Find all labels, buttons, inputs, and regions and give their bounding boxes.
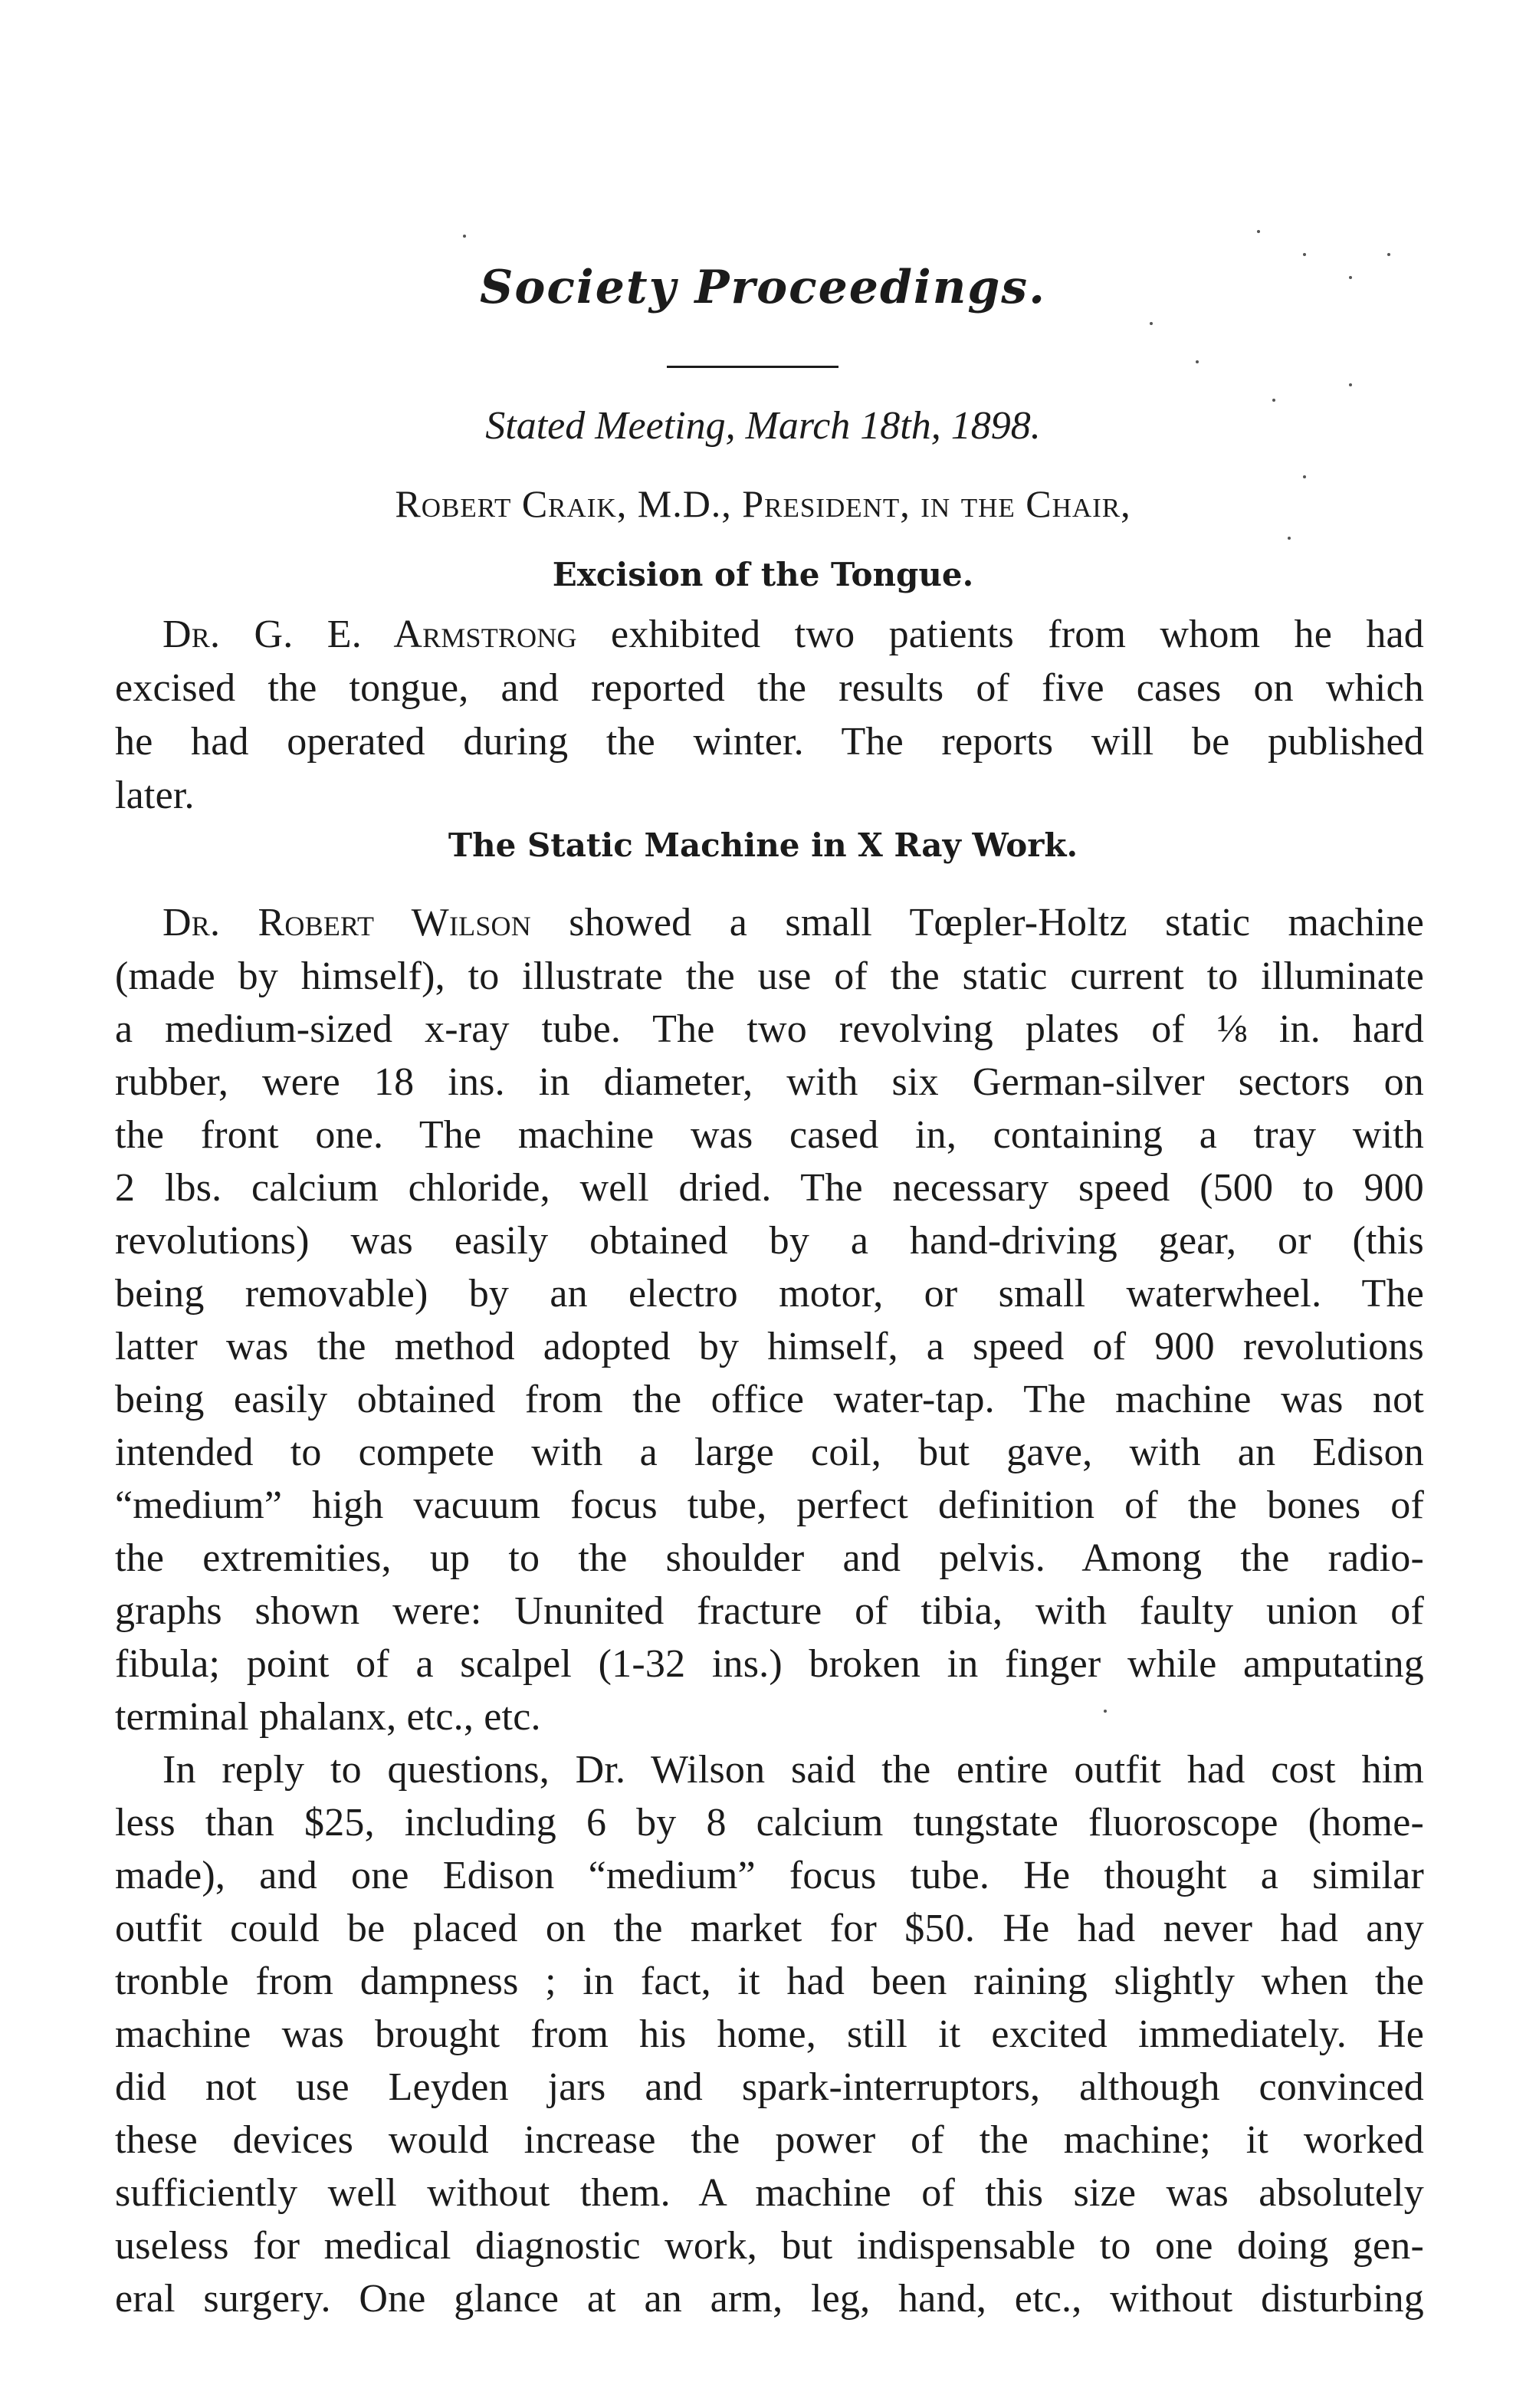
section-heading-static-machine: The Static Machine in X Ray Work. [448,826,1078,864]
paragraph-line: tronble from dampness ; in fact, it had been raining slightly when the [115,1960,1424,2003]
scan-speck [1257,230,1260,233]
speaker-name: Dr. Robert Wilson [162,901,531,944]
paragraph-line: these devices would increase the power of the machine; it worked [115,2118,1424,2162]
scan-speck [1349,383,1352,386]
paragraph-line: rubber, were 18 ins. in diameter, with six German-silver sectors on [115,1060,1424,1104]
paragraph-line: eral surgery. One glance at an arm, leg, hand, etc., without disturbing [115,2277,1424,2321]
paragraph-line: machine was brought from his home, still it excited immediately. He [115,2012,1424,2056]
paragraph-line: latter was the method adopted by himself, a speed of 900 revolutions [115,1325,1424,1368]
paragraph-line: fibula; point of a scalpel (1-32 ins.) broken in finger while amputating [115,1642,1424,1686]
scan-speck [463,235,466,238]
title-divider [667,366,838,368]
paragraph-line: sufficiently well without them. A machine of this size was absolutely [115,2171,1424,2215]
chair-line: Robert Craik, M.D., President, in the Chair, [395,482,1131,525]
paragraph-line: he had operated during the winter. The reports will be published [115,720,1424,764]
section-heading-tongue: Excision of the Tongue. [552,556,974,593]
paragraph-line: intended to compete with a large coil, but gave, with an Edison [115,1431,1424,1474]
paragraph-line: the front one. The machine was cased in, containing a tray with [115,1113,1424,1157]
paragraph-line: graphs shown were: Ununited fracture of tibia, with faulty union of [115,1589,1424,1633]
paragraph-line: did not use Leyden jars and spark-interruptors, although convinced [115,2065,1424,2109]
meeting-date: Stated Meeting, March 18th, 1898. [485,404,1041,448]
paragraph-line: 2 lbs. calcium chloride, well dried. The necessary speed (500 to 900 [115,1166,1424,1210]
speaker-name: Dr. G. E. Armstrong [162,613,577,656]
paragraph-line: made), and one Edison “medium” focus tube. He thought a similar [115,1854,1424,1897]
scan-speck [1288,537,1291,540]
paragraph-line: terminal phalanx, etc., etc. [115,1695,541,1739]
paragraph-line: the extremities, up to the shoulder and pelvis. Among the radio- [115,1536,1424,1580]
scan-speck [1272,399,1275,402]
paragraph-line: Dr. G. E. Armstrong exhibited two patients from whom he had [162,613,1425,656]
paragraph-line: In reply to questions, Dr. Wilson said the entire outfit had cost him [162,1748,1424,1792]
paragraph-line: revolutions) was easily obtained by a hand-driving gear, or (this [115,1219,1424,1263]
paragraph-line: Dr. Robert Wilson showed a small Tœpler-Holtz static machine [162,901,1425,944]
scan-speck [1387,253,1390,256]
scan-speck [1196,360,1199,363]
paragraph-line: being easily obtained from the office water-tap. The machine was not [115,1378,1424,1421]
scan-speck [1104,1710,1107,1713]
scan-speck [1303,475,1306,478]
paragraph-line: a medium-sized x-ray tube. The two revolving plates of ⅛ in. hard [115,1007,1424,1051]
paragraph-line: excised the tongue, and reported the results of five cases on which [115,666,1424,710]
page-title: Society Proceedings. [480,261,1046,314]
paragraph-line: less than $25, including 6 by 8 calcium tungstate fluoroscope (home- [115,1801,1424,1845]
paragraph-line: being removable) by an electro motor, or small waterwheel. The [115,1272,1424,1316]
paragraph-line: “medium” high vacuum focus tube, perfect definition of the bones of [115,1483,1424,1527]
scan-speck [1349,276,1352,279]
paragraph-line: outfit could be placed on the market for $50. He had never had any [115,1907,1424,1950]
paragraph-line: (made by himself), to illustrate the use of the static current to illuminate [115,954,1424,998]
scan-speck [1303,253,1306,256]
paragraph-line: useless for medical diagnostic work, but indispensable to one doing gen- [115,2224,1424,2268]
scan-speck [1150,322,1153,325]
paragraph-line: later. [115,774,195,817]
